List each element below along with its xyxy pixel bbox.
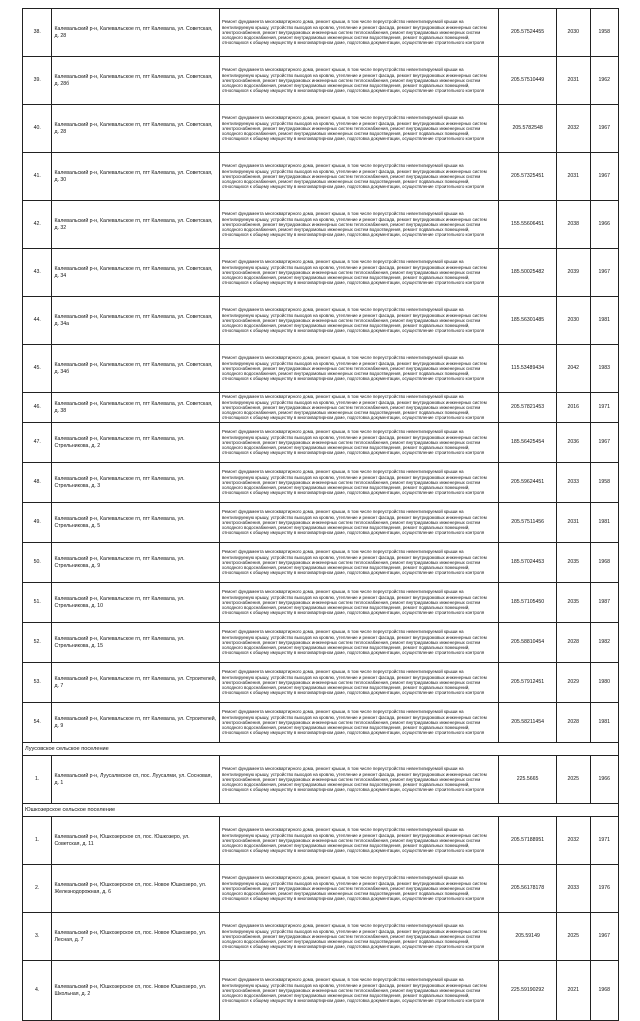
- built-year-cell: 1966: [590, 756, 618, 804]
- year-cell: 2030: [557, 9, 591, 57]
- cost-cell: 115.53489434: [499, 345, 557, 393]
- cost-cell: 205.59624451: [499, 463, 557, 503]
- row-number: 44.: [23, 297, 52, 345]
- works-cell: Ремонт фундамента многоквартирного дома, ремонт крыши, в том числе переустройство невентилируемой крыши на вентилируемую крышу, устройство выходов на кровлю, утепление и ремонт фасада, ремонт внутридомовых инженерных систем электроснабжения, ремонт внутридомовых инженерных систем теплоснабжения, ремонт внутридомовых инженерных систем холодного водоснабжения, ремонт внутридомовых инженерных систем водоотведения, ремонт подвальных помещений, относящихся к общему имуществу в многоквартирном доме, подготовка документации, осуществление строительного контроля: [219, 153, 498, 201]
- year-cell: 2038: [557, 201, 591, 249]
- table-row: [23, 865, 619, 913]
- address-cell: Калевальский р-н, Калевальское гп, пгт Калевала, ул. Советская, д. 34б: [52, 345, 220, 393]
- table-row: [23, 463, 619, 503]
- built-year-cell: 1962: [590, 57, 618, 105]
- built-year-cell: 1966: [590, 201, 618, 249]
- works-cell: Ремонт фундамента многоквартирного дома, ремонт крыши, в том числе переустройство невентилируемой крыши на вентилируемую крышу, устройство выходов на кровлю, утепление и ремонт фасада, ремонт внутридомовых инженерных систем электроснабжения, ремонт внутридомовых инженерных систем теплоснабжения, ремонт внутридомовых инженерных систем холодного водоснабжения, ремонт внутридомовых инженерных систем водоотведения, ремонт подвальных помещений, относящихся к общему имуществу в многоквартирном доме, подготовка документации, осуществление строительного контроля: [219, 503, 498, 543]
- table-row: [23, 393, 619, 423]
- row-number: 49.: [23, 503, 52, 543]
- table-row: [23, 961, 619, 1021]
- works-cell: Ремонт фундамента многоквартирного дома, ремонт крыши, в том числе переустройство невентилируемой крыши на вентилируемую крышу, устройство выходов на кровлю, утепление и ремонт фасада, ремонт внутридомовых инженерных систем электроснабжения, ремонт внутридомовых инженерных систем теплоснабжения, ремонт внутридомовых инженерных систем холодного водоснабжения, ремонт внутридомовых инженерных систем водоотведения, ремонт подвальных помещений, относящихся к общему имуществу в многоквартирном доме, подготовка документации, осуществление строительного контроля: [219, 463, 498, 503]
- works-cell: Ремонт фундамента многоквартирного дома, ремонт крыши, в том числе переустройство невентилируемой крыши на вентилируемую крышу, устройство выходов на кровлю, утепление и ремонт фасада, ремонт внутридомовых инженерных систем электроснабжения, ремонт внутридомовых инженерных систем теплоснабжения, ремонт внутридомовых инженерных систем холодного водоснабжения, ремонт внутридомовых инженерных систем водоотведения, ремонт подвальных помещений, относящихся к общему имуществу в многоквартирном доме, подготовка документации, осуществление строительного контроля: [219, 249, 498, 297]
- cost-cell: 205.57510449: [499, 57, 557, 105]
- address-cell: Калевальский р-н, Калевальское гп, пгт Калевала, ул. Стрельникова, д. 2: [52, 423, 220, 463]
- built-year-cell: 1971: [590, 393, 618, 423]
- works-cell: Ремонт фундамента многоквартирного дома, ремонт крыши, в том числе переустройство невентилируемой крыши на вентилируемую крышу, устройство выходов на кровлю, утепление и ремонт фасада, ремонт внутридомовых инженерных систем электроснабжения, ремонт внутридомовых инженерных систем теплоснабжения, ремонт внутридомовых инженерных систем холодного водоснабжения, ремонт внутридомовых инженерных систем водоотведения, ремонт подвальных помещений, относящихся к общему имуществу в многоквартирном доме, подготовка документации, осуществление строительного контроля: [219, 817, 498, 865]
- built-year-cell: 1968: [590, 543, 618, 583]
- address-cell: Калевальский р-н, Калевальское гп, пгт Калевала, ул. Советская, д. 38: [52, 393, 220, 423]
- cost-cell: 205.57912451: [499, 663, 557, 703]
- year-cell: 2039: [557, 249, 591, 297]
- year-cell: 2025: [557, 913, 591, 961]
- cost-cell: 185.50025482: [499, 249, 557, 297]
- registry-table-sheet: [22, 8, 619, 1021]
- row-number: 52.: [23, 623, 52, 663]
- address-cell: Калевальский р-н, Калевальское гп, пгт Калевала, ул. Стрельникова, д. 10: [52, 583, 220, 623]
- built-year-cell: 1967: [590, 153, 618, 201]
- cost-cell: 225.5665: [499, 756, 557, 804]
- built-year-cell: 1982: [590, 623, 618, 663]
- table-row: [23, 153, 619, 201]
- registry-table: [22, 8, 619, 1021]
- cost-cell: 205.57188951: [499, 817, 557, 865]
- works-cell: Ремонт фундамента многоквартирного дома, ремонт крыши, в том числе переустройство невентилируемой крыши на вентилируемую крышу, устройство выходов на кровлю, утепление и ремонт фасада, ремонт внутридомовых инженерных систем электроснабжения, ремонт внутридомовых инженерных систем теплоснабжения, ремонт внутридомовых инженерных систем холодного водоснабжения, ремонт внутридомовых инженерных систем водоотведения, ремонт подвальных помещений, относящихся к общему имуществу в многоквартирном доме, подготовка документации, осуществление строительного контроля: [219, 583, 498, 623]
- year-cell: 2033: [557, 865, 591, 913]
- cost-cell: 185.57105450: [499, 583, 557, 623]
- section-header-row: [23, 804, 619, 817]
- built-year-cell: 1967: [590, 249, 618, 297]
- cost-cell: 225.59190292: [499, 961, 557, 1021]
- address-cell: Калевальский р-н, Калевальское гп, пгт Калевала, ул. Стрельникова, д. 3: [52, 463, 220, 503]
- works-cell: Ремонт фундамента многоквартирного дома, ремонт крыши, в том числе переустройство невентилируемой крыши на вентилируемую крышу, устройство выходов на кровлю, утепление и ремонт фасада, ремонт внутридомовых инженерных систем электроснабжения, ремонт внутридомовых инженерных систем теплоснабжения, ремонт внутридомовых инженерных систем холодного водоснабжения, ремонт внутридомовых инженерных систем водоотведения, ремонт подвальных помещений, относящихся к общему имуществу в многоквартирном доме, подготовка документации, осуществление строительного контроля: [219, 105, 498, 153]
- address-cell: Калевальский р-н, Калевальское гп, пгт Калевала, ул. Стрельникова, д. 5: [52, 503, 220, 543]
- year-cell: 2028: [557, 703, 591, 743]
- year-cell: 2033: [557, 463, 591, 503]
- cost-cell: 205.59149: [499, 913, 557, 961]
- works-cell: Ремонт фундамента многоквартирного дома, ремонт крыши, в том числе переустройство невентилируемой крыши на вентилируемую крышу, устройство выходов на кровлю, утепление и ремонт фасада, ремонт внутридомовых инженерных систем электроснабжения, ремонт внутридомовых инженерных систем теплоснабжения, ремонт внутридомовых инженерных систем холодного водоснабжения, ремонт внутридомовых инженерных систем водоотведения, ремонт подвальных помещений, относящихся к общему имуществу в многоквартирном доме, подготовка документации, осуществление строительного контроля: [219, 57, 498, 105]
- row-number: 51.: [23, 583, 52, 623]
- table-row: [23, 817, 619, 865]
- works-cell: Ремонт фундамента многоквартирного дома, ремонт крыши, в том числе переустройство невентилируемой крыши на вентилируемую крышу, устройство выходов на кровлю, утепление и ремонт фасада, ремонт внутридомовых инженерных систем электроснабжения, ремонт внутридомовых инженерных систем теплоснабжения, ремонт внутридомовых инженерных систем холодного водоснабжения, ремонт внутридомовых инженерных систем водоотведения, ремонт подвальных помещений, относящихся к общему имуществу в многоквартирном доме, подготовка документации, осуществление строительного контроля: [219, 393, 498, 423]
- built-year-cell: 1958: [590, 9, 618, 57]
- works-cell: Ремонт фундамента многоквартирного дома, ремонт крыши, в том числе переустройство невентилируемой крыши на вентилируемую крышу, устройство выходов на кровлю, утепление и ремонт фасада, ремонт внутридомовых инженерных систем электроснабжения, ремонт внутридомовых инженерных систем теплоснабжения, ремонт внутридомовых инженерных систем холодного водоснабжения, ремонт внутридомовых инженерных систем водоотведения, ремонт подвальных помещений, относящихся к общему имуществу в многоквартирном доме, подготовка документации, осуществление строительного контроля: [219, 543, 498, 583]
- section-header-row: [23, 743, 619, 756]
- year-cell: 2016: [557, 393, 591, 423]
- row-number: 41.: [23, 153, 52, 201]
- row-number: 42.: [23, 201, 52, 249]
- built-year-cell: 1958: [590, 463, 618, 503]
- address-cell: Калевальский р-н, Луусалмское сп, пос. Луусалми, ул. Сосновая, д. 1: [52, 756, 220, 804]
- row-number: 50.: [23, 543, 52, 583]
- row-number: 46.: [23, 393, 52, 423]
- built-year-cell: 1983: [590, 345, 618, 393]
- cost-cell: 205.57821453: [499, 393, 557, 423]
- address-cell: Калевальский р-н, Калевальское гп, пгт Калевала, ул. Строителей, д. 9: [52, 703, 220, 743]
- section-header: Юшкозерское сельское поселение: [23, 804, 619, 817]
- table-row: [23, 57, 619, 105]
- table-row: [23, 105, 619, 153]
- works-cell: Ремонт фундамента многоквартирного дома, ремонт крыши, в том числе переустройство невентилируемой крыши на вентилируемую крышу, устройство выходов на кровлю, утепление и ремонт фасада, ремонт внутридомовых инженерных систем электроснабжения, ремонт внутридомовых инженерных систем теплоснабжения, ремонт внутридомовых инженерных систем холодного водоснабжения, ремонт внутридомовых инженерных систем водоотведения, ремонт подвальных помещений, относящихся к общему имуществу в многоквартирном доме, подготовка документации, осуществление строительного контроля: [219, 756, 498, 804]
- year-cell: 2029: [557, 663, 591, 703]
- year-cell: 2035: [557, 583, 591, 623]
- cost-cell: 155.55606451: [499, 201, 557, 249]
- works-cell: Ремонт фундамента многоквартирного дома, ремонт крыши, в том числе переустройство невентилируемой крыши на вентилируемую крышу, устройство выходов на кровлю, утепление и ремонт фасада, ремонт внутридомовых инженерных систем электроснабжения, ремонт внутридомовых инженерных систем теплоснабжения, ремонт внутридомовых инженерных систем холодного водоснабжения, ремонт внутридомовых инженерных систем водоотведения, ремонт подвальных помещений, относящихся к общему имуществу в многоквартирном доме, подготовка документации, осуществление строительного контроля: [219, 703, 498, 743]
- built-year-cell: 1981: [590, 703, 618, 743]
- row-number: 40.: [23, 105, 52, 153]
- table-row: [23, 663, 619, 703]
- works-cell: Ремонт фундамента многоквартирного дома, ремонт крыши, в том числе переустройство невентилируемой крыши на вентилируемую крышу, устройство выходов на кровлю, утепление и ремонт фасада, ремонт внутридомовых инженерных систем электроснабжения, ремонт внутридомовых инженерных систем теплоснабжения, ремонт внутридомовых инженерных систем холодного водоснабжения, ремонт внутридомовых инженерных систем водоотведения, ремонт подвальных помещений, относящихся к общему имуществу в многоквартирном доме, подготовка документации, осуществление строительного контроля: [219, 297, 498, 345]
- address-cell: Калевальский р-н, Юшкозерское сп, пос. Юшкозеро, ул. Советская, д. 11: [52, 817, 220, 865]
- row-number: 53.: [23, 663, 52, 703]
- year-cell: 2042: [557, 345, 591, 393]
- row-number: 2.: [23, 865, 52, 913]
- year-cell: 2025: [557, 756, 591, 804]
- built-year-cell: 1981: [590, 503, 618, 543]
- year-cell: 2035: [557, 543, 591, 583]
- cost-cell: 205.57325451: [499, 153, 557, 201]
- built-year-cell: 1980: [590, 663, 618, 703]
- row-number: 45.: [23, 345, 52, 393]
- built-year-cell: 1968: [590, 961, 618, 1021]
- cost-cell: 205.5782548: [499, 105, 557, 153]
- cost-cell: 205.57511456: [499, 503, 557, 543]
- year-cell: 2030: [557, 297, 591, 345]
- built-year-cell: 1976: [590, 865, 618, 913]
- cost-cell: 205.56178178: [499, 865, 557, 913]
- row-number: 38.: [23, 9, 52, 57]
- year-cell: 2031: [557, 503, 591, 543]
- table-row: [23, 297, 619, 345]
- row-number: 1.: [23, 817, 52, 865]
- table-row: [23, 9, 619, 57]
- built-year-cell: 1967: [590, 105, 618, 153]
- built-year-cell: 1967: [590, 913, 618, 961]
- built-year-cell: 1967: [590, 423, 618, 463]
- table-row: [23, 201, 619, 249]
- address-cell: Калевальский р-н, Калевальское гп, пгт Калевала, ул. Советская, д. 28б: [52, 57, 220, 105]
- works-cell: Ремонт фундамента многоквартирного дома, ремонт крыши, в том числе переустройство невентилируемой крыши на вентилируемую крышу, устройство выходов на кровлю, утепление и ремонт фасада, ремонт внутридомовых инженерных систем электроснабжения, ремонт внутридомовых инженерных систем теплоснабжения, ремонт внутридомовых инженерных систем холодного водоснабжения, ремонт внутридомовых инженерных систем водоотведения, ремонт подвальных помещений, относящихся к общему имуществу в многоквартирном доме, подготовка документации, осуществление строительного контроля: [219, 201, 498, 249]
- address-cell: Калевальский р-н, Калевальское гп, пгт Калевала, ул. Строителей, д. 7: [52, 663, 220, 703]
- built-year-cell: 1987: [590, 583, 618, 623]
- built-year-cell: 1971: [590, 817, 618, 865]
- address-cell: Калевальский р-н, Юшкозерское сп, пос. Новое Юшкозеро, ул. Железнодорожная, д. 6: [52, 865, 220, 913]
- address-cell: Калевальский р-н, Калевальское гп, пгт Калевала, ул. Советская, д. 30: [52, 153, 220, 201]
- year-cell: 2031: [557, 153, 591, 201]
- row-number: 3.: [23, 913, 52, 961]
- address-cell: Калевальский р-н, Калевальское гп, пгт Калевала, ул. Стрельникова, д. 15: [52, 623, 220, 663]
- cost-cell: 205.57524455: [499, 9, 557, 57]
- row-number: 47.: [23, 423, 52, 463]
- table-row: [23, 583, 619, 623]
- table-row: [23, 249, 619, 297]
- year-cell: 2036: [557, 423, 591, 463]
- table-row: [23, 623, 619, 663]
- address-cell: Калевальский р-н, Калевальское гп, пгт Калевала, ул. Советская, д. 28: [52, 105, 220, 153]
- section-header: Луусовское сельское поселение: [23, 743, 619, 756]
- works-cell: Ремонт фундамента многоквартирного дома, ремонт крыши, в том числе переустройство невентилируемой крыши на вентилируемую крышу, устройство выходов на кровлю, утепление и ремонт фасада, ремонт внутридомовых инженерных систем электроснабжения, ремонт внутридомовых инженерных систем теплоснабжения, ремонт внутридомовых инженерных систем холодного водоснабжения, ремонт внутридомовых инженерных систем водоотведения, ремонт подвальных помещений, относящихся к общему имуществу в многоквартирном доме, подготовка документации, осуществление строительного контроля: [219, 961, 498, 1021]
- year-cell: 2028: [557, 623, 591, 663]
- works-cell: Ремонт фундамента многоквартирного дома, ремонт крыши, в том числе переустройство невентилируемой крыши на вентилируемую крышу, устройство выходов на кровлю, утепление и ремонт фасада, ремонт внутридомовых инженерных систем электроснабжения, ремонт внутридомовых инженерных систем теплоснабжения, ремонт внутридомовых инженерных систем холодного водоснабжения, ремонт внутридомовых инженерных систем водоотведения, ремонт подвальных помещений, относящихся к общему имуществу в многоквартирном доме, подготовка документации, осуществление строительного контроля: [219, 345, 498, 393]
- works-cell: Ремонт фундамента многоквартирного дома, ремонт крыши, в том числе переустройство невентилируемой крыши на вентилируемую крышу, устройство выходов на кровлю, утепление и ремонт фасада, ремонт внутридомовых инженерных систем электроснабжения, ремонт внутридомовых инженерных систем теплоснабжения, ремонт внутридомовых инженерных систем холодного водоснабжения, ремонт внутридомовых инженерных систем водоотведения, ремонт подвальных помещений, относящихся к общему имуществу в многоквартирном доме, подготовка документации, осуществление строительного контроля: [219, 423, 498, 463]
- address-cell: Калевальский р-н, Калевальское гп, пгт Калевала, ул. Советская, д. 28: [52, 9, 220, 57]
- address-cell: Калевальский р-н, Юшкозерское сп, пос. Новое Юшкозеро, ул. Лесная, д. 7: [52, 913, 220, 961]
- table-row: [23, 756, 619, 804]
- cost-cell: 185.56301485: [499, 297, 557, 345]
- table-row: [23, 345, 619, 393]
- address-cell: Калевальский р-н, Калевальское гп, пгт Калевала, ул. Советская, д. 34: [52, 249, 220, 297]
- cost-cell: 205.58211454: [499, 703, 557, 743]
- address-cell: Калевальский р-н, Калевальское гп, пгт Калевала, ул. Стрельникова, д. 9: [52, 543, 220, 583]
- row-number: 43.: [23, 249, 52, 297]
- row-number: 4.: [23, 961, 52, 1021]
- table-row: [23, 423, 619, 463]
- works-cell: Ремонт фундамента многоквартирного дома, ремонт крыши, в том числе переустройство невентилируемой крыши на вентилируемую крышу, устройство выходов на кровлю, утепление и ремонт фасада, ремонт внутридомовых инженерных систем электроснабжения, ремонт внутридомовых инженерных систем теплоснабжения, ремонт внутридомовых инженерных систем холодного водоснабжения, ремонт внутридомовых инженерных систем водоотведения, ремонт подвальных помещений, относящихся к общему имуществу в многоквартирном доме, подготовка документации, осуществление строительного контроля: [219, 623, 498, 663]
- table-row: [23, 703, 619, 743]
- works-cell: Ремонт фундамента многоквартирного дома, ремонт крыши, в том числе переустройство невентилируемой крыши на вентилируемую крышу, устройство выходов на кровлю, утепление и ремонт фасада, ремонт внутридомовых инженерных систем электроснабжения, ремонт внутридомовых инженерных систем теплоснабжения, ремонт внутридомовых инженерных систем холодного водоснабжения, ремонт внутридомовых инженерных систем водоотведения, ремонт подвальных помещений, относящихся к общему имуществу в многоквартирном доме, подготовка документации, осуществление строительного контроля: [219, 9, 498, 57]
- built-year-cell: 1981: [590, 297, 618, 345]
- year-cell: 2032: [557, 817, 591, 865]
- address-cell: Калевальский р-н, Калевальское гп, пгт Калевала, ул. Советская, д. 32: [52, 201, 220, 249]
- registry-table-body: [23, 9, 619, 1021]
- works-cell: Ремонт фундамента многоквартирного дома, ремонт крыши, в том числе переустройство невентилируемой крыши на вентилируемую крышу, устройство выходов на кровлю, утепление и ремонт фасада, ремонт внутридомовых инженерных систем электроснабжения, ремонт внутридомовых инженерных систем теплоснабжения, ремонт внутридомовых инженерных систем холодного водоснабжения, ремонт внутридомовых инженерных систем водоотведения, ремонт подвальных помещений, относящихся к общему имуществу в многоквартирном доме, подготовка документации, осуществление строительного контроля: [219, 865, 498, 913]
- address-cell: Калевальский р-н, Калевальское гп, пгт Калевала, ул. Советская, д. 34а: [52, 297, 220, 345]
- row-number: 48.: [23, 463, 52, 503]
- row-number: 39.: [23, 57, 52, 105]
- year-cell: 2031: [557, 57, 591, 105]
- works-cell: Ремонт фундамента многоквартирного дома, ремонт крыши, в том числе переустройство невентилируемой крыши на вентилируемую крышу, устройство выходов на кровлю, утепление и ремонт фасада, ремонт внутридомовых инженерных систем электроснабжения, ремонт внутридомовых инженерных систем теплоснабжения, ремонт внутридомовых инженерных систем холодного водоснабжения, ремонт внутридомовых инженерных систем водоотведения, ремонт подвальных помещений, относящихся к общему имуществу в многоквартирном доме, подготовка документации, осуществление строительного контроля: [219, 913, 498, 961]
- row-number: 1.: [23, 756, 52, 804]
- table-row: [23, 913, 619, 961]
- row-number: 54.: [23, 703, 52, 743]
- cost-cell: 205.58810454: [499, 623, 557, 663]
- table-row: [23, 503, 619, 543]
- works-cell: Ремонт фундамента многоквартирного дома, ремонт крыши, в том числе переустройство невентилируемой крыши на вентилируемую крышу, устройство выходов на кровлю, утепление и ремонт фасада, ремонт внутридомовых инженерных систем электроснабжения, ремонт внутридомовых инженерных систем теплоснабжения, ремонт внутридомовых инженерных систем холодного водоснабжения, ремонт внутридомовых инженерных систем водоотведения, ремонт подвальных помещений, относящихся к общему имуществу в многоквартирном доме, подготовка документации, осуществление строительного контроля: [219, 663, 498, 703]
- address-cell: Калевальский р-н, Юшкозерское сп, пос. Новое Юшкозеро, ул. Школьная, д. 2: [52, 961, 220, 1021]
- cost-cell: 185.56425454: [499, 423, 557, 463]
- year-cell: 2021: [557, 961, 591, 1021]
- table-row: [23, 543, 619, 583]
- year-cell: 2032: [557, 105, 591, 153]
- cost-cell: 185.57024453: [499, 543, 557, 583]
